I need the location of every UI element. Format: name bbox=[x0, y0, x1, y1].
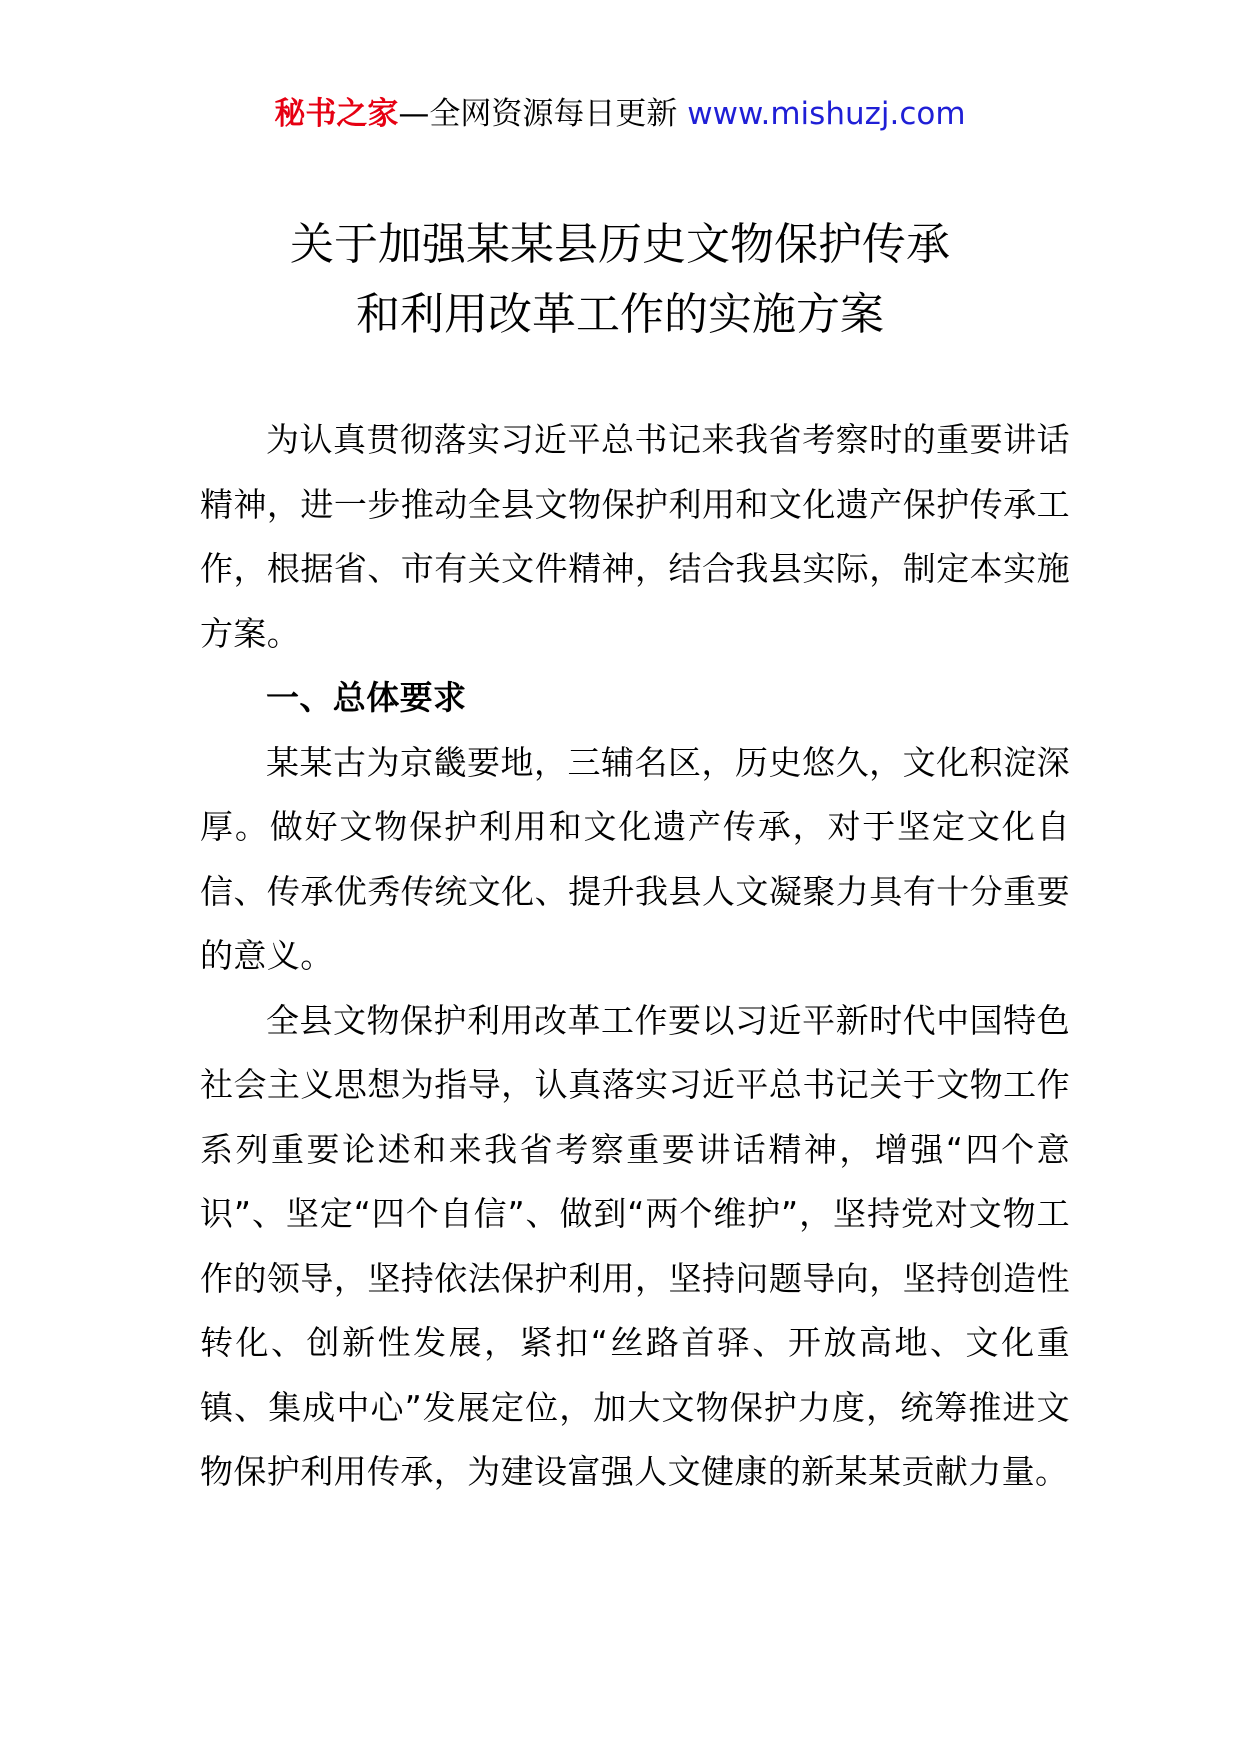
body-paragraph: 某某古为京畿要地，三辅名区，历史悠久，文化积淀深厚。做好文物保护利用和文化遗产传承，对于坚定文化自信、传承优秀传统文化、提升我县人文凝聚力具有十分重要的意义。 bbox=[200, 742, 1070, 975]
site-banner bbox=[0, 92, 1240, 136]
banner-tagline: —全网资源每日更新 bbox=[398, 96, 678, 132]
document-title bbox=[0, 210, 1240, 350]
document-body bbox=[200, 408, 1070, 1505]
section-heading: 一、总体要求 bbox=[266, 678, 467, 717]
brand-name: 秘书之家 bbox=[274, 96, 399, 132]
site-url-link[interactable]: www.mishuzj.com bbox=[687, 96, 966, 132]
intro-paragraph: 为认真贯彻落实习近平总书记来我省考察时的重要讲话精神，进一步推动全县文物保护利用和文化遗产保护传承工作，根据省、市有关文件精神，结合我县实际，制定本实施方案。 bbox=[200, 420, 1070, 653]
title-line-2: 和利用改革工作的实施方案 bbox=[356, 289, 884, 340]
body-paragraph: 全县文物保护利用改革工作要以习近平新时代中国特色社会主义思想为指导，认真落实习近平总书记关于文物工作系列重要论述和来我省考察重要讲话精神，增强“四个意识”、坚定“四个自信”、做到“两个维护”，坚持党对文物工作的领导，坚持依法保护利用，坚持问题导向，坚持创造性转化、创新性发展，紧扣“丝路首驿、开放高地、文化重镇、集成中心”发展定位，加大文物保护力度，统筹推进文物保护利用传承，为建设富强人文健康的新某某贡献力量。 bbox=[200, 1000, 1070, 1491]
title-line-1: 关于加强某某县历史文物保护传承 bbox=[290, 219, 950, 270]
